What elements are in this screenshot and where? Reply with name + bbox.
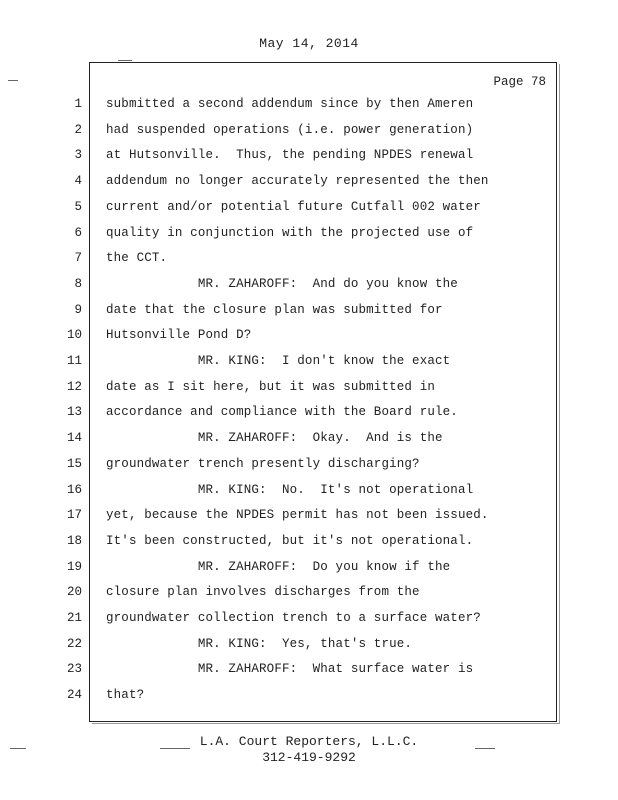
- line-number: 20: [66, 585, 82, 600]
- line-number: 4: [74, 174, 82, 189]
- line-number: 8: [74, 276, 82, 291]
- line-number: 17: [66, 508, 82, 523]
- transcript-line: Hutsonville Pond D?: [106, 328, 252, 343]
- page-number: Page 78: [493, 75, 546, 89]
- transcript-line: submitted a second addendum since by then Ameren: [106, 97, 474, 111]
- transcript-line: MR. KING: I don't know the exact: [106, 354, 451, 368]
- court-reporter-phone: 312-419-9292: [262, 750, 356, 765]
- transcript-line: date that the closure plan was submitted for: [106, 302, 443, 317]
- line-number: 14: [66, 431, 82, 446]
- transcript-line: yet, because the NPDES permit has not been issued.: [106, 508, 489, 523]
- line-number: 5: [74, 199, 82, 214]
- transcript-line: groundwater trench presently discharging?: [106, 456, 420, 471]
- line-number: 22: [66, 636, 82, 651]
- line-number: 7: [74, 251, 82, 266]
- line-number: 12: [66, 379, 82, 394]
- line-number: 10: [66, 328, 82, 343]
- line-number: 6: [74, 225, 82, 240]
- transcript-line: quality in conjunction with the projected use of: [106, 225, 474, 240]
- line-number: 18: [66, 533, 82, 548]
- transcript-line: at Hutsonville. Thus, the pending NPDES renewal: [106, 148, 474, 163]
- line-number: 19: [66, 559, 82, 574]
- transcript-line: date as I sit here, but it was submitted in: [106, 379, 436, 394]
- transcript-line: MR. KING: Yes, that's true.: [106, 636, 413, 651]
- transcript-line: MR. ZAHAROFF: What surface water is: [106, 662, 474, 677]
- transcript-line: It's been constructed, but it's not operational.: [106, 533, 474, 548]
- transcript-line: had suspended operations (i.e. power generation): [106, 122, 474, 137]
- transcript-line: current and/or potential future Cutfall 002 water: [106, 199, 481, 214]
- line-number: 2: [74, 122, 82, 137]
- line-number: 16: [66, 482, 82, 497]
- line-number: 24: [66, 688, 82, 703]
- transcript-line: that?: [106, 688, 145, 703]
- line-number: 15: [66, 456, 82, 471]
- scan-mark: [118, 60, 132, 61]
- line-number: 13: [66, 405, 82, 420]
- transcript-line: MR. ZAHAROFF: Okay. And is the: [106, 431, 443, 446]
- line-number: 21: [66, 611, 82, 625]
- transcript-line: groundwater collection trench to a surface water?: [106, 611, 481, 625]
- court-reporter-name: L.A. Court Reporters, L.L.C.: [199, 734, 419, 749]
- line-number: 1: [74, 97, 82, 111]
- transcript-line: MR. KING: No. It's not operational: [106, 482, 474, 497]
- scan-mark: [8, 80, 18, 81]
- transcript-line: the CCT.: [106, 251, 168, 266]
- transcript-line: accordance and compliance with the Board rule.: [106, 405, 458, 420]
- transcript-line: MR. ZAHAROFF: And do you know the: [106, 276, 458, 291]
- line-number: 9: [74, 302, 82, 317]
- transcript-line: closure plan involves discharges from the: [106, 585, 420, 600]
- line-number: 23: [66, 662, 82, 677]
- line-number: 11: [66, 354, 82, 368]
- transcript-line: addendum no longer accurately represented the then: [106, 174, 489, 189]
- transcript-date: May 14, 2014: [259, 36, 359, 51]
- transcript-line: MR. ZAHAROFF: Do you know if the: [106, 559, 451, 574]
- line-number: 3: [74, 148, 82, 163]
